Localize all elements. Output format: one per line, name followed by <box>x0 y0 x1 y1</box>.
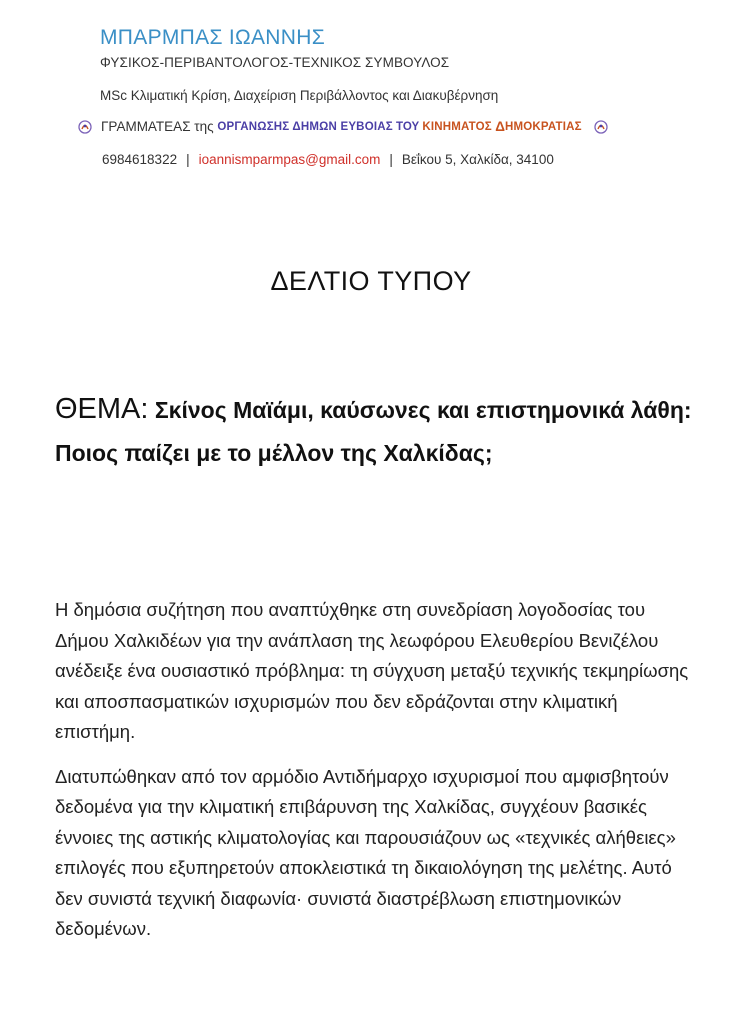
party-logo-icon <box>594 120 608 134</box>
document-type-title: ΔΕΛΤΙΟ ΤΥΠΟΥ <box>270 266 472 296</box>
document-body <box>55 595 695 959</box>
contact-separator: | <box>389 152 393 167</box>
movement-initial: Δ <box>495 119 505 134</box>
org-name: ΟΡΓΑΝΩΣΗΣ ΔΗΜΩΝ ΕΥΒΟΙΑΣ <box>217 120 393 133</box>
subject-label: ΘΕΜΑ: <box>55 393 149 425</box>
movement-name-rest: ΗΜΟΚΡΑΤΙΑΣ <box>504 120 582 133</box>
organization-line <box>78 119 608 134</box>
author-profession: ΦΥΣΙΚΟΣ-ΠΕΡΙΒΑΝΤΟΛΟΓΟΣ-ΤΕΧΝΙΚΟΣ ΣΥΜΒΟΥΛΟΣ <box>100 55 450 70</box>
contact-line <box>102 152 554 167</box>
org-prefix: ΓΡΑΜΜΑΤΕΑΣ της <box>101 119 218 134</box>
phone-number: 6984618322 <box>102 152 178 167</box>
body-paragraph: Η δημόσια συζήτηση που αναπτύχθηκε στη συνεδρίαση λογοδοσίας του Δήμου Χαλκιδέων για την ανάπλαση της λεωφόρου Ελευθερίου Βενιζέλου ανέδειξε ένα ουσιαστικό πρόβλημα: τη σύγχυση μεταξύ τεχνικής τεκμηρίωσης και αποσπασματικών ισχυρισμών που δεν εδράζονται στην κλιματική επιστήμη. <box>55 599 689 742</box>
movement-name: ΚΙΝΗΜΑΤΟΣ <box>422 120 496 133</box>
author-name: ΜΠΑΡΜΠΑΣ ΙΩΑΝΝΗΣ <box>100 26 325 49</box>
subject-heading <box>55 388 695 475</box>
body-paragraph: Διατυπώθηκαν από τον αρμόδιο Αντιδήμαρχο ισχυρισμοί που αμφισβητούν δεδομένα για την κλιματική επιβάρυνση της Χαλκίδας, συγχέουν βασικές έννοιες της αστικής κλιματολογίας και παρουσιάζουν ως «τεχνικές αλήθειες» επιλογές που εξυπηρετούν αποκλειστικά τη δικαιολόγηση της μελέτης. Αυτό δεν συνιστά τεχνική διαφωνία· συνιστά διαστρέβλωση επιστημονικών δεδομένων. <box>55 765 676 939</box>
subject-text: Σκίνος Μαϊάμι, καύσωνες και επιστημονικά λάθη: Ποιος παίζει με το μέλλον της Χαλκίδας; <box>55 397 692 466</box>
author-degree: MSc Κλιματική Κρίση, Διαχείριση Περιβάλλοντος και Διακυβέρνηση <box>100 88 499 103</box>
org-connector: ΤΟΥ <box>392 120 423 133</box>
postal-address: Βεΐκου 5, Χαλκίδα, 34100 <box>401 152 554 167</box>
party-logo-icon <box>78 120 92 134</box>
contact-separator: | <box>186 152 190 167</box>
email-link[interactable]: ioannismparmpas@gmail.com <box>198 152 381 167</box>
